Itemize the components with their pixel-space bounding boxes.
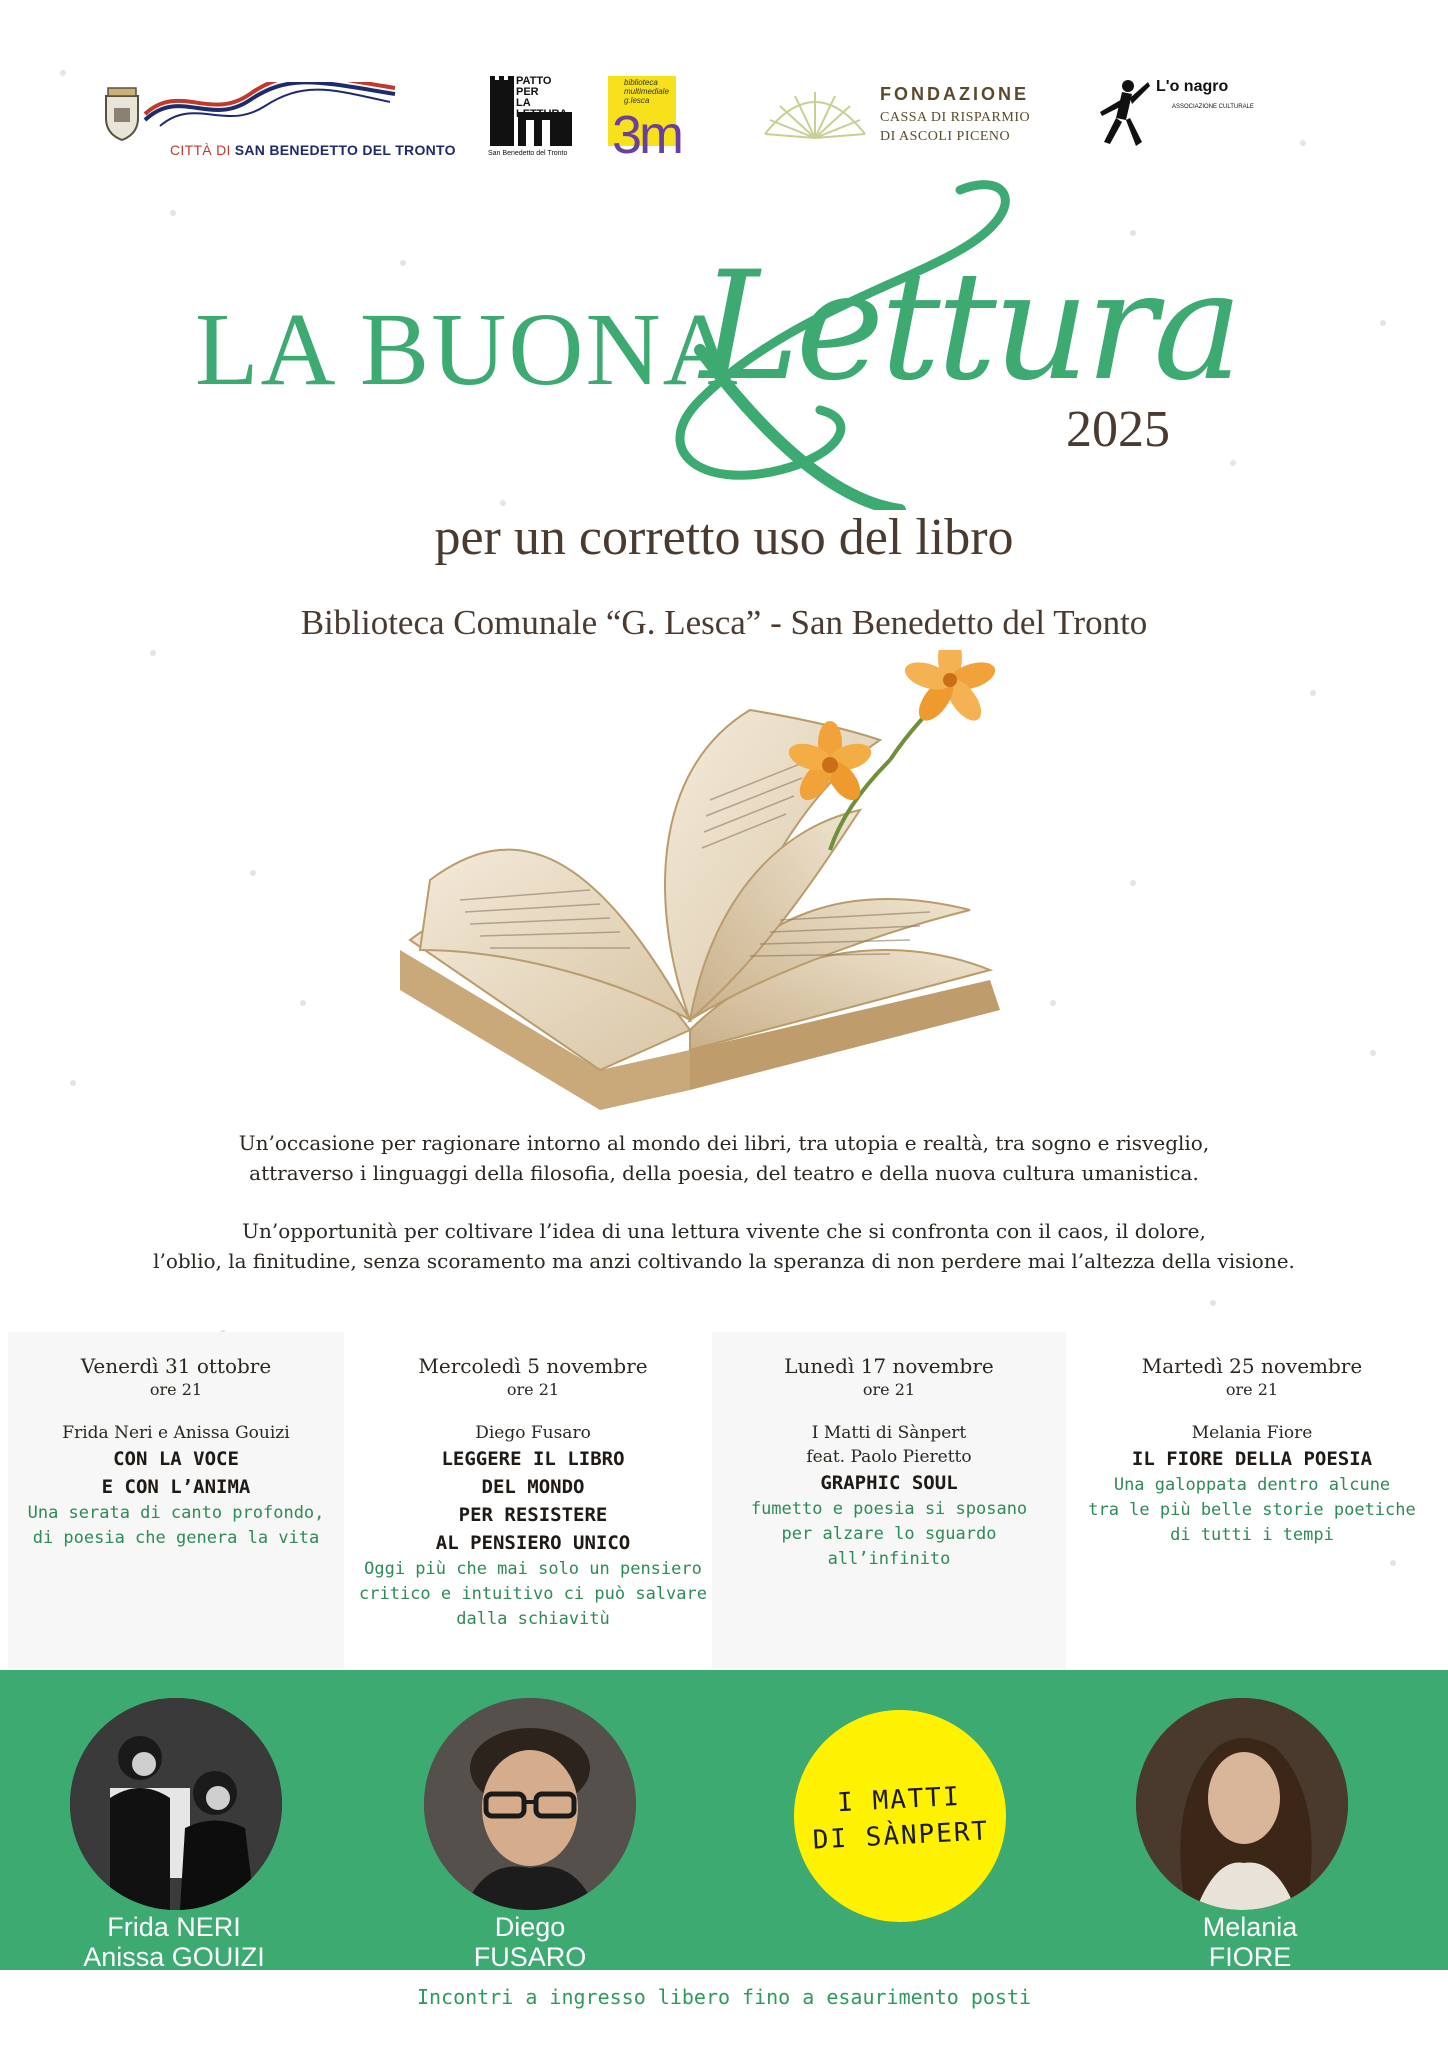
portrait-fiore xyxy=(1136,1698,1348,1910)
fondazione-title: FONDAZIONE xyxy=(880,84,1029,104)
patto-lettura-logo xyxy=(488,70,578,160)
event-performers: Diego Fusaro xyxy=(475,1423,591,1443)
fondazione-line-2: DI ASCOLI PICENO xyxy=(880,129,1011,144)
event-performers: feat. Paolo Pieretto xyxy=(806,1447,972,1467)
lonagro-logo xyxy=(1086,72,1266,162)
portrait-photo-icon xyxy=(424,1698,636,1910)
biblioteca-text: biblioteca multimediale g.lesca xyxy=(624,78,669,105)
event-performers: I Matti di Sànpert xyxy=(811,1423,967,1443)
performer-name: Melania FIORE xyxy=(1202,1912,1298,1972)
performer-neri-gouizi xyxy=(34,1670,314,1970)
event-title: DEL MONDO xyxy=(481,1476,585,1498)
event-date: Venerdì 31 ottobre xyxy=(80,1354,272,1378)
portrait-photo-icon xyxy=(1136,1698,1348,1910)
event-title: IL FIORE DELLA POESIA xyxy=(1131,1448,1373,1470)
event-2 xyxy=(350,1332,716,1672)
event-title: CON LA VOCE xyxy=(113,1448,239,1470)
events-grid xyxy=(0,1332,1448,1672)
open-book-illustration xyxy=(390,650,1030,1130)
intro-line: Un’occasione per ragionare intorno al mondo dei libri, tra utopia e realtà, tra sogno e risveglio, xyxy=(238,1131,1210,1155)
performer-fiore xyxy=(1110,1670,1390,1970)
tricolor-wave-icon xyxy=(140,82,400,132)
event-time: ore 21 xyxy=(506,1380,560,1399)
performer-matti-sanpert xyxy=(760,1670,1040,1970)
title-main: LA BUONA xyxy=(195,292,740,407)
event-description: tra le più belle storie poetiche xyxy=(1088,1500,1416,1520)
performer-fusaro xyxy=(390,1670,670,1970)
event-date: Mercoledì 5 novembre xyxy=(418,1354,648,1378)
fondazione-line-1: CASSA DI RISPARMIO xyxy=(880,110,1031,125)
event-title: AL PENSIERO UNICO xyxy=(435,1532,631,1554)
event-time: ore 21 xyxy=(149,1380,203,1399)
event-title: LEGGERE IL LIBRO xyxy=(441,1448,625,1470)
title-script: Lettura xyxy=(700,240,1239,414)
city-name: CITTÀ DI SAN BENEDETTO DEL TRONTO xyxy=(170,142,456,158)
free-entry-note: Incontri a ingresso libero fino a esaurimento posti xyxy=(416,1985,1032,2009)
fondazione-logo xyxy=(760,84,1060,154)
intro-line: l’oblio, la finitudine, senza scoramento ma anzi coltivando la speranza di non perdere mai l’altezza della visione. xyxy=(153,1249,1295,1273)
event-date: Martedì 25 novembre xyxy=(1141,1354,1363,1378)
event-description: Una serata di canto profondo, xyxy=(27,1503,325,1523)
event-date: Lunedì 17 novembre xyxy=(784,1354,994,1378)
event-description: di tutti i tempi xyxy=(1170,1525,1334,1545)
event-title: GRAPHIC SOUL xyxy=(820,1472,958,1494)
lonagro-title: L'o nagro xyxy=(1156,78,1229,95)
sponsor-logos xyxy=(0,60,1448,170)
event-description: fumetto e poesia si sposano xyxy=(750,1499,1028,1519)
title-block xyxy=(0,170,1448,510)
intro-line: attraverso i linguaggi della filosofia, della poesia, del teatro e della nuova cultura umanistica. xyxy=(249,1161,1199,1185)
portrait-photo-icon xyxy=(70,1698,282,1910)
city-crest-icon xyxy=(100,86,144,142)
figure-icon xyxy=(1086,72,1156,160)
intro-line: Un’opportunità per coltivare l’idea di una lettura vivente che si confronta con il caos, il dolore, xyxy=(242,1219,1206,1243)
event-description: all’infinito xyxy=(827,1549,951,1569)
event-3 xyxy=(712,1332,1066,1672)
event-description: per alzare lo sguardo xyxy=(781,1524,997,1544)
patto-title: PATTO PER LA LETTURA xyxy=(516,75,568,120)
performer-name: Frida NERI Anissa GOUIZI xyxy=(83,1912,265,1972)
intro-paragraph-2 xyxy=(0,1216,1448,1276)
performer-name: Diego FUSARO xyxy=(473,1912,587,1972)
portrait-neri-gouizi xyxy=(70,1698,282,1910)
subtitle: per un corretto uso del libro xyxy=(434,509,1014,566)
event-description: di poesia che genera la vita xyxy=(32,1528,320,1548)
venue: Biblioteca Comunale “G. Lesca” - San Benedetto del Tronto xyxy=(300,603,1148,642)
title-year: 2025 xyxy=(1066,401,1170,458)
flower-icon xyxy=(785,650,998,850)
matti-logo-text: I MATTI DI SÀNPERT xyxy=(811,1781,990,1856)
event-performers: Frida Neri e Anissa Gouizi xyxy=(62,1423,290,1443)
patto-subtitle: San Benedetto del Tronto xyxy=(488,150,568,157)
event-description: Una galoppata dentro alcune xyxy=(1113,1475,1391,1495)
performers-band xyxy=(0,1670,1448,1970)
event-time: ore 21 xyxy=(862,1380,916,1399)
fan-icon xyxy=(760,90,870,140)
event-description: critico e intuitivo ci può salvare xyxy=(359,1584,707,1604)
event-description: Oggi più che mai solo un pensiero xyxy=(364,1559,702,1579)
lonagro-subtitle: ASSOCIAZIONE CULTURALE xyxy=(1172,104,1254,110)
event-title: PER RESISTERE xyxy=(458,1504,608,1526)
biblioteca-logo xyxy=(608,76,708,166)
event-time: ore 21 xyxy=(1225,1380,1279,1399)
biblioteca-mark: 3m xyxy=(612,105,682,165)
event-1 xyxy=(8,1332,344,1672)
event-title: E CON L’ANIMA xyxy=(101,1476,251,1498)
event-4 xyxy=(1072,1332,1432,1672)
intro-paragraph-1 xyxy=(0,1128,1448,1188)
event-description: dalla schiavitù xyxy=(456,1609,610,1629)
portrait-fusaro xyxy=(424,1698,636,1910)
matti-sanpert-logo xyxy=(794,1710,1006,1922)
event-performers: Melania Fiore xyxy=(1191,1423,1313,1443)
city-logo xyxy=(100,82,456,158)
